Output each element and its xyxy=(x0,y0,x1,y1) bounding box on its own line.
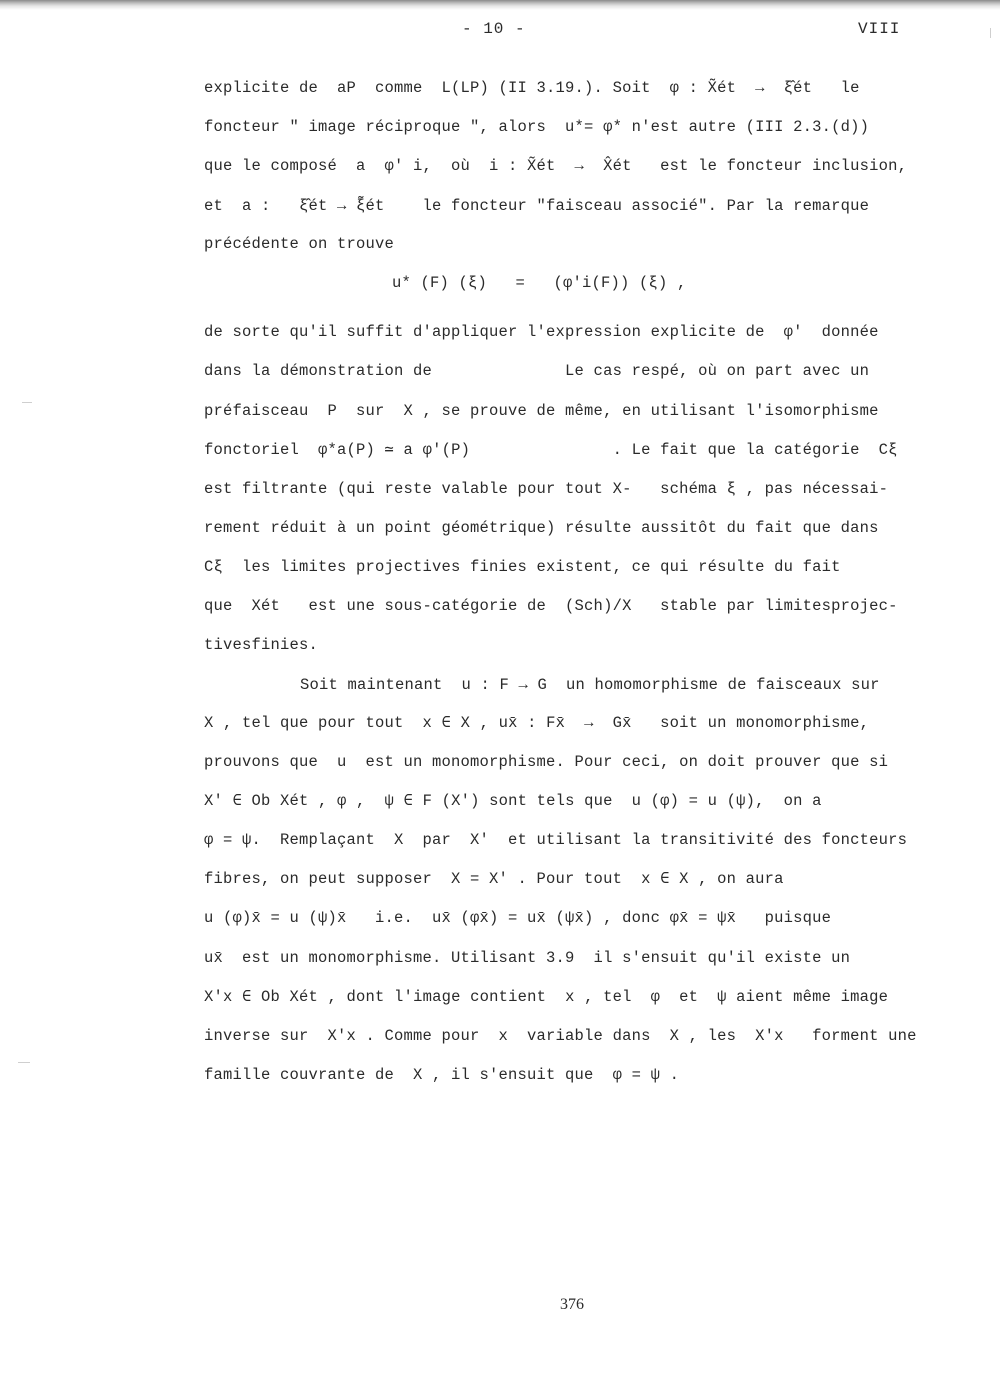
text-line: que le composé a φ' i, où i : X̃ét → X̂ét est le foncteur inclusion, xyxy=(204,157,908,175)
text-line: X' ∈ Ob Xét , φ , ψ ∈ F (X') sont tels que u (φ) = u (ψ), on a xyxy=(204,792,822,810)
text-line: fonctoriel φ*a(P) ≃ a φ'(P) . Le fait que la catégorie Cξ xyxy=(204,441,898,459)
text-line: tivesfinies. xyxy=(204,636,319,654)
text-line: précédente on trouve xyxy=(204,235,395,253)
text-line: u (φ)x̄ = u (ψ)x̄ i.e. ux̄ (φx̄) = ux̄ (ψx̄) , donc φx̄ = ψx̄ puisque xyxy=(204,909,832,927)
scan-artifact-mark xyxy=(22,402,32,403)
text-line: explicite de aP comme L(LP) (II 3.19.). Soit φ : X̃ét → ξ̂ét le xyxy=(204,79,860,97)
text-line: foncteur " image réciproque ", alors u*= φ* n'est autre (III 2.3.(d)) xyxy=(204,118,870,136)
text-line: fibres, on peut supposer X = X' . Pour tout x ∈ X , on aura xyxy=(204,870,784,888)
text-line: préfaisceau P sur X , se prouve de même, en utilisant l'isomorphisme xyxy=(204,402,879,420)
text-line: de sorte qu'il suffit d'appliquer l'expression explicite de φ' donnée xyxy=(204,323,879,341)
scan-top-edge xyxy=(0,0,1000,10)
text-line: famille couvrante de X , il s'ensuit que φ = ψ . xyxy=(204,1066,680,1084)
text-line: inverse sur X'x . Comme pour x variable dans X , les X'x forment une xyxy=(204,1027,917,1045)
text-line: Cξ les limites projectives finies existent, ce qui résulte du fait xyxy=(204,558,841,576)
display-formula: u* (F) (ξ) = (φ'i(F)) (ξ) , xyxy=(392,274,687,292)
text-line: ux̄ est un monomorphisme. Utilisant 3.9 il s'ensuit qu'il existe un xyxy=(204,949,851,967)
text-line: φ = ψ. Remplaçant X par X' et utilisant la transitivité des foncteurs xyxy=(204,831,908,849)
chapter-label: VIII xyxy=(858,20,901,38)
text-line: que Xét est une sous-catégorie de (Sch)/X stable par limitesprojec- xyxy=(204,597,898,615)
page-number: - 10 - xyxy=(462,20,526,38)
text-line: rement réduit à un point géométrique) résulte aussitôt du fait que dans xyxy=(204,519,879,537)
folio-number: 376 xyxy=(560,1296,584,1313)
paragraph-start-line: Soit maintenant u : F → G un homomorphisme de faisceaux sur xyxy=(300,676,880,694)
text-line: est filtrante (qui reste valable pour tout X- schéma ξ , pas nécessai- xyxy=(204,480,889,498)
text-line: X'x ∈ Ob Xét , dont l'image contient x , tel φ et ψ aient même image xyxy=(204,988,889,1006)
text-line: prouvons que u est un monomorphisme. Pour ceci, on doit prouver que si xyxy=(204,753,889,771)
scan-artifact-mark xyxy=(18,1062,30,1063)
text-line: X , tel que pour tout x ∈ X , ux̄ : Fx̄ → Gx̄ soit un monomorphisme, xyxy=(204,714,870,732)
text-line: et a : ξ̂ét → ξ̃ét le foncteur "faisceau associé". Par la remarque xyxy=(204,197,870,215)
scan-artifact-mark xyxy=(990,28,991,38)
text-line: dans la démonstration de Le cas respé, où on part avec un xyxy=(204,362,870,380)
